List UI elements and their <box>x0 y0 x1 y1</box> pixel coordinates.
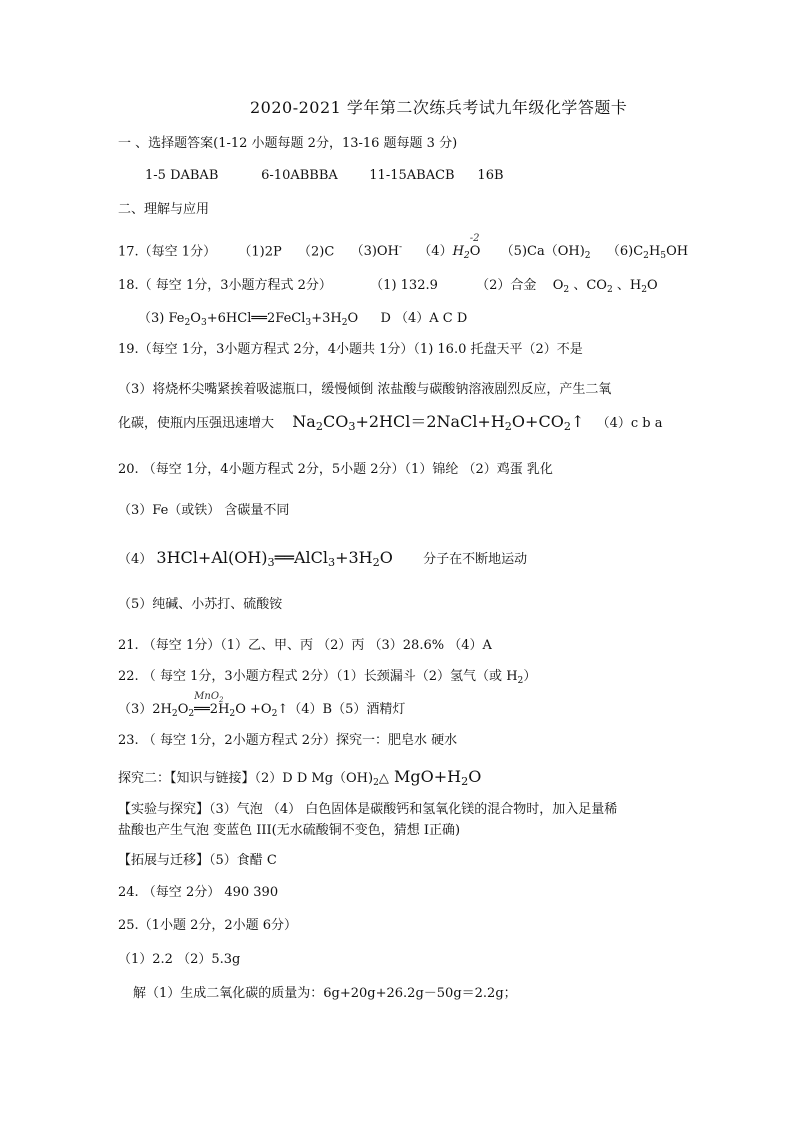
choice-answers-row <box>145 168 504 184</box>
q20-line-4: （5）纯碱、小苏打、硫酸铵 <box>118 597 283 612</box>
q21-line: 21. （每空 1分）（1）乙、甲、丙 （2）丙 （3）28.6% （4）A <box>118 638 492 653</box>
q24-line: 24. （每空 2分） 490 390 <box>118 885 279 900</box>
q23-line-4: 盐酸也产生气泡 变蓝色 III(无水硫酸铜不变色，猜想 I正确) <box>118 823 461 838</box>
answer-group-3: 11-15ABACB <box>369 168 455 183</box>
q23-line-3: 【实验与探究】（3）气泡 （4） 白色固体是碳酸钙和氢氧化镁的混合物时，加入足量稀 <box>118 802 618 817</box>
heat-triangle-icon: △ <box>378 771 389 786</box>
q17-line <box>118 233 689 262</box>
answer-group-4: 16B <box>477 168 504 183</box>
q22-line-1: 22. （ 每空 1分，3小题方程式 2分）（1）长颈漏斗（2）氢气（或 $H_2$） <box>118 669 537 686</box>
q23-line-5: 【拓展与迁移】（5）食醋 C <box>118 853 277 868</box>
q19-equation: $Na_2CO_3+2HCl=2NaCl+H_2O+CO_2↑$ <box>292 412 585 433</box>
q20-equation: $3HCl+Al(OH)_3══AlCl_3+3H_2O$ <box>156 548 393 569</box>
q17-answer-3: （3)OH- <box>350 243 403 260</box>
q18-line-1 <box>118 278 658 296</box>
q18-answer-1: （1) 132.9 <box>370 278 438 293</box>
q22-catalyst-condition: MnO$_2$ ══2H <box>194 691 230 717</box>
q23-line-1: 23. （ 每空 1分，2小题方程式 2分）探究一：肥皂水 硬水 <box>118 733 458 748</box>
answer-group-2: 6-10ABBBA <box>261 168 338 183</box>
q22-line-2 <box>118 691 406 720</box>
q20-line-1: 20. （每空 1分，4小题方程式 2分，5小题 2分）（1）锦纶 （2）鸡蛋 乳化 <box>118 462 553 477</box>
q18-answer-4: D （4）A C D <box>380 311 468 326</box>
q17-prefix: 17.（每空 1分） <box>118 244 217 260</box>
q20-line-2: （3）Fe（或铁） 含碳量不同 <box>118 503 290 518</box>
q25-line-2: （1）2.2 （2）5.3g <box>118 952 241 967</box>
q17-answer-4: $(4)H_2$ -2 O <box>418 233 481 262</box>
q19-explanation: 化碳，使瓶内压强迅速增大 <box>118 416 275 431</box>
q25-line-1: 25.（1小题 2分，2小题 6分） <box>118 918 298 933</box>
answer-group-1: 1-5 DABAB <box>145 168 219 183</box>
section1-heading: 一 、选择题答案(1-12 小题每题 2分，13-16 题每题 3 分) <box>118 136 458 151</box>
q20-line-3: （4） $3HCl+Al(OH)_3══AlCl_3+3H_2O$ 分子在不断地运动 <box>118 548 528 569</box>
q23-line-2: 探究二：【知识与链接】（2）D D $Mg(OH)_2\triangle$ $MgO+H_2O$ <box>118 767 482 788</box>
q17-answer-2: （2)C <box>298 244 335 260</box>
page-title: 2020-2021 学年第二次练兵考试九年级化学答题卡 <box>250 98 628 117</box>
q17-answer-5: $(5)Ca(OH)_2$ <box>500 244 591 262</box>
q20-answer-4b: 分子在不断地运动 <box>423 552 528 567</box>
q22-equation: $(3)2H_2O_2$ MnO$_2$ $══2H_2O$ $+O_2↑(4)B(5)$酒精灯 <box>118 691 406 719</box>
q18-answer-2: （2）合金 <box>476 278 537 293</box>
q19-line-3 <box>118 412 663 433</box>
q19-line-2: （3）将烧杯尖嘴紧挨着吸滤瓶口，缓慢倾倒 浓盐酸与碳酸钠溶液剧烈反应，产生二氧 <box>118 382 612 397</box>
q19-answer-4: （4）c b a <box>596 416 663 431</box>
q18-prefix: 18.（ 每空 1分，3小题方程式 2分） <box>118 278 332 293</box>
section2-heading: 二、理解与应用 <box>118 202 210 217</box>
q17-answer-6: $(6)C_2H_5OH$ <box>606 244 689 262</box>
q18-equation: （3) $Fe_2O_3+6HCl══2FeCl_3+3H_2O$ <box>138 311 359 328</box>
q17-answer-1: （1)2P <box>238 244 282 260</box>
q19-line-1: 19.（每空 1分，3小题方程式 2分，4小题共 1分）（1) 16.0 托盘天平（2）不是 <box>118 342 583 357</box>
q25-line-3: 解（1）生成二氧化碳的质量为：6g+20g+26.2g－50g＝2.2g； <box>133 986 517 1001</box>
q18-gases: $O_2$ 、$CO_2$ 、$H_2O$ <box>552 278 658 295</box>
q18-line-2 <box>138 311 467 329</box>
